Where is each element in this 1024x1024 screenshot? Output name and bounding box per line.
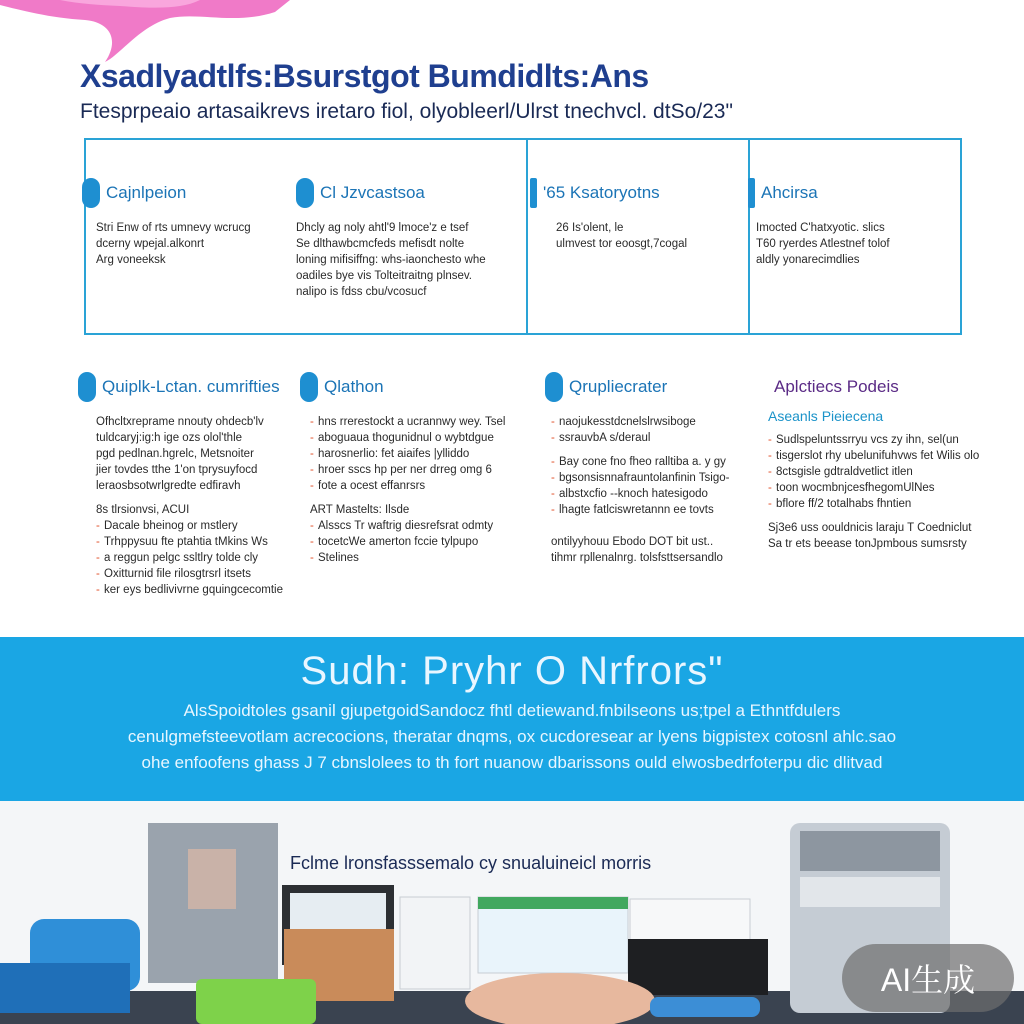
list-item: - Trhppysuu fte ptahtia tMkins Ws xyxy=(96,534,298,550)
list-item: - Dacale bheinog or mstlery xyxy=(96,518,298,534)
column-heading xyxy=(748,178,958,208)
column-heading xyxy=(296,178,521,208)
text-line: pgd pedlnan.hgrelc, Metsnoiter xyxy=(96,448,254,460)
column-heading xyxy=(82,178,292,208)
column-title: Quiplk-Lctan. cumrifties xyxy=(102,377,280,396)
column-heading xyxy=(300,372,530,402)
column-body xyxy=(96,220,292,268)
ai-generated-badge: AI生成 xyxy=(842,944,1014,1012)
bullet-list xyxy=(310,518,530,566)
column-heading xyxy=(78,372,298,402)
column-heading xyxy=(764,372,994,402)
column-title: Qrupliecrater xyxy=(569,377,668,396)
banner-line: AlsSpoidtoles gsanil gjupetgoidSandocz fhtl detiewand.fnbilseons us;tpel a Ethntfdulers xyxy=(183,701,841,720)
text-line: dcerny wpejal.alkonrt xyxy=(96,238,205,250)
list-item: - Bay cone fno fheo ralltiba a. y gy xyxy=(551,454,760,470)
text-line: loning mifisiffng: whs-iaonchesto whe xyxy=(296,254,486,266)
column-body xyxy=(756,220,958,268)
text-line: ulmvest tor eoosgt,7cogal xyxy=(556,238,688,250)
list-item: - naojukesstdcnelslrwsiboge xyxy=(551,414,760,430)
text-line: oadiles bye vis Tolteitraitng plnsev. xyxy=(296,270,473,282)
top-column xyxy=(530,178,740,252)
column-title: Ahcirsa xyxy=(761,183,818,202)
list-item: - toon wocmbnjcesfhegomUlNes xyxy=(768,480,994,496)
text-line: leraosbsotwrlgredte edfiravh xyxy=(96,480,241,492)
feature-box xyxy=(84,138,962,335)
list-heading: ART Mastelts: Ilsde xyxy=(310,504,410,516)
column-title: Cl Jzvcastsoa xyxy=(320,183,425,202)
list-item: - harosnerlio: fet aiaifes |ylliddo xyxy=(310,446,530,462)
list-item: - ssrauvbA s/deraul xyxy=(551,430,760,446)
top-column xyxy=(82,178,292,268)
blue-badge-icon xyxy=(545,372,563,402)
column-body xyxy=(768,408,994,552)
bullet-list xyxy=(551,454,760,518)
bullet-list xyxy=(551,414,760,446)
column-body xyxy=(551,414,760,566)
blue-badge-icon xyxy=(300,372,318,402)
list-item: - hroer sscs hp per ner drreg omg 6 xyxy=(310,462,530,478)
list-heading: 8s tlrsionvsi, ACUI xyxy=(96,504,190,516)
column-divider xyxy=(526,140,528,333)
banner-line: ohe enfoofens ghass J 7 cbnslolees to th fort nuanow dbarissons ould elwosbedrfoterpu dic dlitvad xyxy=(141,753,883,772)
column-title: Cajnlpeion xyxy=(106,183,187,202)
text-line: tuldcaryj:ig:h ige ozs olol'thle xyxy=(96,432,243,444)
text-line: Dhcly ag noly ahtl'9 lmoce'z e tsef xyxy=(296,222,469,234)
column-body xyxy=(556,220,740,252)
list-item: - hns rrerestockt a ucrannwy wey. Tsel xyxy=(310,414,530,430)
list-item: - tisgerslot rhy ubelunifuhvws fet Wilis olo xyxy=(768,448,994,464)
summary-banner xyxy=(0,637,1024,801)
blue-bar-icon xyxy=(748,178,755,208)
list-item: - ker eys bedlivivrne gquingcecomtie xyxy=(96,582,298,598)
bottom-column xyxy=(764,372,994,552)
page-title: Xsadlyadtlfs:Bsurstgot Bumdidlts:Ans xyxy=(80,58,649,94)
column-title: '65 Ksatoryotns xyxy=(543,183,660,202)
column-title: Qlathon xyxy=(324,377,384,396)
bottom-column xyxy=(78,372,298,598)
list-item: - Oxitturnid file rilosgtrsrl itsets xyxy=(96,566,298,582)
text-line: Ofhcltxreprame nnouty ohdecb'lv xyxy=(96,416,264,428)
bullet-list xyxy=(768,432,994,512)
column-title: Aplctiecs Podeis xyxy=(774,377,899,396)
text-line: jier tovdes tthe 1'on tprysuyfocd xyxy=(96,464,258,476)
list-item: - fote a ocest effanrsrs xyxy=(310,478,530,494)
list-item: - Sudlspeluntssrryu vcs zy ihn, sel(un xyxy=(768,432,994,448)
list-item: - aboguaua thogunidnul o wybtdgue xyxy=(310,430,530,446)
column-body xyxy=(296,220,521,300)
text-line: aldly yonarecimdlies xyxy=(756,254,860,266)
column-heading xyxy=(530,178,740,208)
list-item: - bgsonsisnnafrauntolanfinin Tsigo- xyxy=(551,470,760,486)
banner-title: Sudh: Pryhr O Nrfrors" xyxy=(300,649,724,693)
text-line: Stri Enw of rts umnevy wcrucg xyxy=(96,222,251,234)
bullet-list xyxy=(96,518,298,598)
list-item: - bflore ff/2 totalhabs fhntien xyxy=(768,496,994,512)
text-line: Arg voneeksk xyxy=(96,254,166,266)
blue-bar-icon xyxy=(530,178,537,208)
blue-badge-icon xyxy=(296,178,314,208)
text-line: Se dlthawbcmcfeds mefisdt nolte xyxy=(296,238,465,250)
list-item: - tocetcWe amerton fccie tylpupo xyxy=(310,534,530,550)
list-item: - a reggun pelgc ssltlry tolde cly xyxy=(96,550,298,566)
top-column xyxy=(748,178,958,268)
text-line: nalipo is fdss cbu/vcosucf xyxy=(296,286,427,298)
list-item: - Stelines xyxy=(310,550,530,566)
scene-caption: Fclme lronsfasssemalo cy snualuineicl morris xyxy=(290,853,652,873)
blue-badge-icon xyxy=(82,178,100,208)
bottom-column xyxy=(300,372,530,566)
text-line: Sa tr ets beease tonJpmbous sumsrsty xyxy=(768,538,967,550)
top-column xyxy=(296,178,521,300)
page-subtitle: Ftesprpeaio artasaikrevs iretaro fiol, olyobleerl/Ulrst tnechvcl. dtSo/23" xyxy=(80,100,733,123)
text-line: tihmr rpllenalnrg. tolsfsttsersandlo xyxy=(551,552,723,564)
column-body xyxy=(96,414,298,598)
bottom-column xyxy=(545,372,760,566)
text-line: ontilyyhouu Ebodo DOT bit ust.. xyxy=(551,536,714,548)
list-item: - albstxcfio --knoch hatesigodo xyxy=(551,486,760,502)
text-line: T60 ryerdes Atlestnef tolof xyxy=(756,238,890,250)
list-item: - Alsscs Tr waftrig diesrefsrat odmty xyxy=(310,518,530,534)
bullet-list xyxy=(310,414,530,494)
list-item: - 8ctsgisle gdtraldvetlict itlen xyxy=(768,464,994,480)
column-heading xyxy=(545,372,760,402)
list-item: - lhagte fatlciswretannn ee tovts xyxy=(551,502,760,518)
text-line: Sj3e6 uss oouldnicis laraju T Coedniclut xyxy=(768,522,972,534)
text-line: 26 Is'olent, le xyxy=(556,222,624,234)
column-subtitle: Aseanls Pieiecena xyxy=(768,408,884,424)
banner-line: cenulgmefsteevotlam acrecocions, theratar dnqms, ox cucdoresear ar lyens bigpistex cotosnl ahlc.sao xyxy=(127,727,897,746)
column-body xyxy=(310,414,530,566)
blue-badge-icon xyxy=(78,372,96,402)
text-line: Imocted C'hatxyotic. slics xyxy=(756,222,885,234)
